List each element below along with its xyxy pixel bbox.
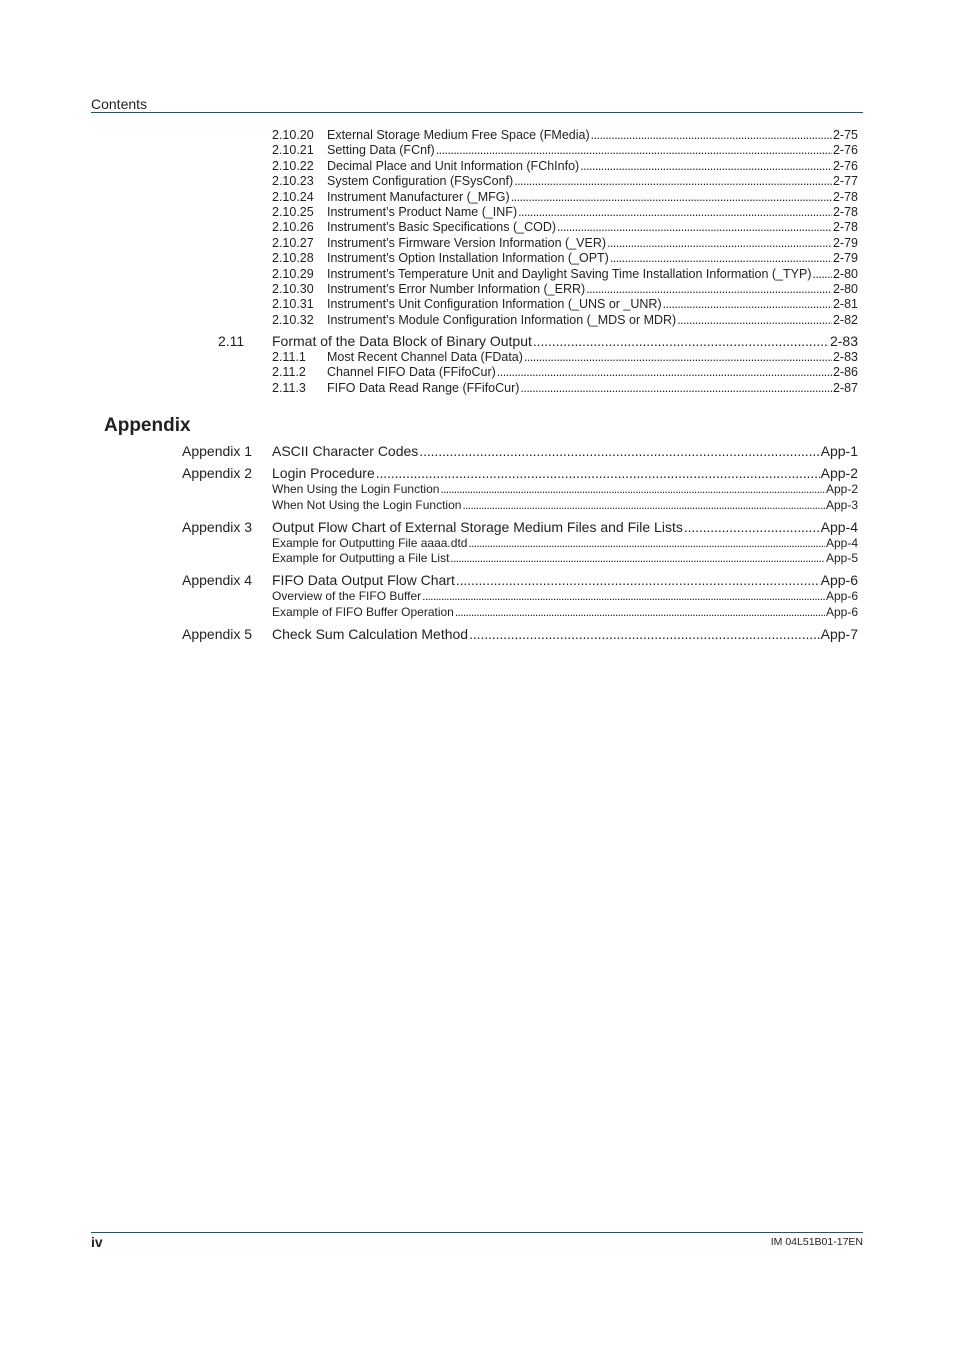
toc-entry-title: System Configuration (FSysConf) bbox=[327, 174, 514, 189]
toc-entry[interactable] bbox=[272, 551, 858, 565]
toc-leader-dots bbox=[376, 465, 820, 481]
toc-entry-title: Instrument’s Temperature Unit and Daylight Saving Time Installation Information (_TYP) bbox=[327, 266, 812, 281]
toc-entry-page: 2-78 bbox=[832, 205, 858, 219]
toc-entry[interactable] bbox=[272, 313, 858, 327]
toc-leader-dots bbox=[557, 220, 832, 234]
toc-entry[interactable] bbox=[272, 498, 858, 512]
toc-entry-page: 2-83 bbox=[832, 350, 858, 364]
toc-entry[interactable] bbox=[182, 465, 858, 481]
toc-entry[interactable] bbox=[182, 572, 858, 588]
toc-entry-page: 2-80 bbox=[832, 266, 858, 281]
toc-entry-title: Instrument Manufacturer (_MFG) bbox=[327, 189, 510, 204]
toc-entry[interactable] bbox=[182, 443, 858, 459]
toc-entry-page: App-4 bbox=[825, 535, 858, 550]
toc-leader-dots bbox=[422, 589, 825, 603]
toc-entry-title: Most Recent Channel Data (FData) bbox=[327, 350, 523, 364]
toc-entry-page: 2-82 bbox=[832, 312, 858, 327]
toc-entry[interactable] bbox=[272, 365, 858, 379]
toc-entry-number: 2.10.32 bbox=[272, 312, 314, 327]
toc-entry-page: 2-78 bbox=[832, 189, 858, 204]
toc-leader-dots bbox=[440, 482, 825, 496]
toc-entry-page: App-6 bbox=[825, 589, 858, 603]
toc-entry-page: 2-75 bbox=[832, 128, 858, 142]
toc-leader-dots bbox=[468, 536, 825, 550]
toc-entry-page: App-2 bbox=[820, 465, 858, 481]
toc-entry-number: 2.10.31 bbox=[272, 297, 314, 312]
toc-entry[interactable] bbox=[272, 381, 858, 395]
toc-entry-title: Login Procedure bbox=[272, 465, 375, 481]
toc-entry-title: Decimal Place and Unit Information (FChInfo) bbox=[327, 158, 580, 173]
toc-entry[interactable] bbox=[182, 626, 858, 642]
toc-leader-dots bbox=[455, 605, 825, 619]
toc-entry-title: Instrument’s Basic Specifications (_COD) bbox=[327, 220, 557, 235]
toc-entry[interactable] bbox=[272, 205, 858, 219]
toc-entry-number: 2.10.20 bbox=[272, 128, 314, 142]
toc-entry[interactable] bbox=[272, 536, 858, 550]
footer-page-number: iv bbox=[91, 1234, 103, 1250]
toc-leader-dots bbox=[607, 236, 832, 250]
toc-entry-page: App-3 bbox=[825, 497, 858, 512]
toc-entry-number: 2.10.29 bbox=[272, 266, 314, 281]
toc-entry-title: Example for Outputting File aaaa.dtd bbox=[272, 535, 468, 550]
toc-leader-dots bbox=[677, 313, 832, 327]
toc-entry-page: App-4 bbox=[820, 518, 858, 535]
toc-leader-dots bbox=[610, 251, 832, 265]
toc-entry-page: 2-86 bbox=[832, 365, 858, 380]
toc-entry-page: 2-79 bbox=[832, 235, 858, 250]
toc-entry-title: Overview of the FIFO Buffer bbox=[272, 589, 422, 603]
toc-entry-title: Example for Outputting a File List bbox=[272, 551, 450, 565]
toc-entry-number: 2.10.21 bbox=[272, 143, 314, 158]
toc-entry-title: Channel FIFO Data (FFifoCur) bbox=[327, 365, 496, 380]
toc-entry-title: Check Sum Calculation Method bbox=[272, 625, 469, 642]
toc-leader-dots bbox=[514, 174, 832, 188]
toc-leader-dots bbox=[497, 365, 832, 379]
header-rule bbox=[91, 112, 863, 113]
toc-entry-page: App-7 bbox=[820, 625, 858, 642]
toc-leader-dots bbox=[524, 350, 832, 364]
toc-leader-dots bbox=[586, 282, 832, 296]
toc-leader-dots bbox=[511, 190, 832, 204]
toc-entry[interactable] bbox=[272, 605, 858, 619]
toc-entry-number: Appendix 4 bbox=[182, 572, 253, 588]
toc-leader-dots bbox=[450, 551, 825, 565]
toc-entry-number: 2.11 bbox=[218, 333, 245, 349]
toc-entry-page: App-1 bbox=[820, 443, 858, 459]
toc-entry-page: 2-83 bbox=[829, 333, 858, 349]
toc-entry[interactable] bbox=[218, 333, 858, 349]
toc-entry-title: FIFO Data Output Flow Chart bbox=[272, 572, 455, 588]
toc-entry[interactable] bbox=[272, 220, 858, 234]
toc-leader-dots bbox=[663, 297, 832, 311]
toc-entry[interactable] bbox=[272, 297, 858, 311]
toc-entry-title: Instrument’s Product Name (_INF) bbox=[327, 205, 518, 219]
toc-entry-number: 2.10.30 bbox=[272, 282, 314, 296]
toc-entry-number: 2.10.25 bbox=[272, 205, 314, 219]
toc-leader-dots bbox=[469, 626, 820, 642]
toc-entry[interactable] bbox=[272, 350, 858, 364]
toc-entry-number: Appendix 3 bbox=[182, 518, 253, 535]
toc-entry-title: FIFO Data Read Range (FFifoCur) bbox=[327, 380, 520, 395]
toc-leader-dots bbox=[591, 128, 832, 142]
toc-entry-title: Instrument’s Module Configuration Information (_MDS or MDR) bbox=[327, 312, 677, 327]
toc-entry-number: 2.10.23 bbox=[272, 174, 314, 189]
toc-entry-title: Instrument’s Firmware Version Information (_VER) bbox=[327, 235, 607, 250]
toc-leader-dots bbox=[462, 498, 825, 512]
footer-rule bbox=[91, 1232, 863, 1233]
toc-entry-page: App-6 bbox=[820, 572, 858, 588]
toc-entry-number: 2.11.1 bbox=[272, 350, 306, 364]
toc-entry-number: Appendix 2 bbox=[182, 465, 253, 481]
toc-entry-title: External Storage Medium Free Space (FMedia) bbox=[327, 128, 590, 142]
toc-leader-dots bbox=[456, 572, 820, 588]
toc-entry-title: Instrument’s Unit Configuration Information (_UNS or _UNR) bbox=[327, 297, 662, 312]
toc-entry-title: Format of the Data Block of Binary Output bbox=[272, 333, 532, 349]
toc-leader-dots bbox=[533, 333, 829, 349]
toc-entry-number: 2.10.22 bbox=[272, 158, 314, 173]
toc-entry-title: ASCII Character Codes bbox=[272, 443, 419, 459]
toc-entry-number: 2.11.2 bbox=[272, 365, 306, 380]
toc-leader-dots bbox=[684, 519, 820, 535]
toc-entry[interactable] bbox=[272, 236, 858, 250]
toc-entry[interactable] bbox=[272, 267, 858, 281]
toc-leader-dots bbox=[520, 381, 832, 395]
toc-entry-title: Instrument’s Error Number Information (_ERR) bbox=[327, 282, 586, 296]
toc-entry[interactable] bbox=[272, 282, 858, 296]
toc-entry[interactable] bbox=[272, 128, 858, 142]
toc-entry[interactable] bbox=[272, 190, 858, 204]
toc-leader-dots bbox=[813, 267, 832, 281]
toc-entry-page: 2-80 bbox=[832, 282, 858, 296]
toc-entry-number: 2.10.24 bbox=[272, 189, 314, 204]
toc-entry[interactable] bbox=[272, 589, 858, 603]
toc-entry-page: 2-79 bbox=[832, 251, 858, 266]
toc-entry-page: 2-76 bbox=[832, 158, 858, 173]
toc-entry-number: Appendix 5 bbox=[182, 625, 253, 642]
toc-entry-page: App-5 bbox=[825, 551, 858, 565]
toc-leader-dots bbox=[518, 205, 832, 219]
toc-entry-page: 2-87 bbox=[832, 380, 858, 395]
toc-entry[interactable] bbox=[272, 251, 858, 265]
toc-entry-page: App-6 bbox=[825, 604, 858, 619]
toc-entry-title: Instrument’s Option Installation Information (_OPT) bbox=[327, 251, 609, 266]
toc-entry-number: 2.10.26 bbox=[272, 220, 314, 235]
toc-leader-dots bbox=[436, 143, 832, 157]
toc-leader-dots bbox=[419, 443, 819, 459]
toc-entry-title: Output Flow Chart of External Storage Medium Files and File Lists bbox=[272, 518, 683, 535]
toc-entry-title: When Not Using the Login Function bbox=[272, 497, 462, 512]
appendix-heading: Appendix bbox=[104, 415, 191, 436]
toc-entry-page: App-2 bbox=[825, 482, 858, 496]
header-label: Contents bbox=[91, 96, 148, 112]
toc-entry-page: 2-81 bbox=[832, 297, 858, 312]
toc-entry-number: Appendix 1 bbox=[182, 443, 253, 459]
toc-leader-dots bbox=[580, 159, 832, 173]
toc-entry[interactable] bbox=[272, 482, 858, 496]
toc-entry[interactable] bbox=[272, 174, 858, 188]
toc-entry-page: 2-76 bbox=[832, 143, 858, 158]
toc-entry-page: 2-78 bbox=[832, 220, 858, 235]
toc-entry[interactable] bbox=[182, 519, 858, 535]
toc-entry-title: Setting Data (FCnf) bbox=[327, 143, 435, 158]
toc-entry[interactable] bbox=[272, 159, 858, 173]
footer-doc-id: IM 04L51B01-17EN bbox=[770, 1236, 863, 1248]
toc-entry-number: 2.11.3 bbox=[272, 380, 306, 395]
toc-entry-number: 2.10.28 bbox=[272, 251, 314, 266]
toc-entry[interactable] bbox=[272, 143, 858, 157]
toc-entry-title: Example of FIFO Buffer Operation bbox=[272, 604, 454, 619]
toc-entry-title: When Using the Login Function bbox=[272, 482, 440, 496]
toc-entry-page: 2-77 bbox=[832, 174, 858, 189]
toc-entry-number: 2.10.27 bbox=[272, 235, 314, 250]
